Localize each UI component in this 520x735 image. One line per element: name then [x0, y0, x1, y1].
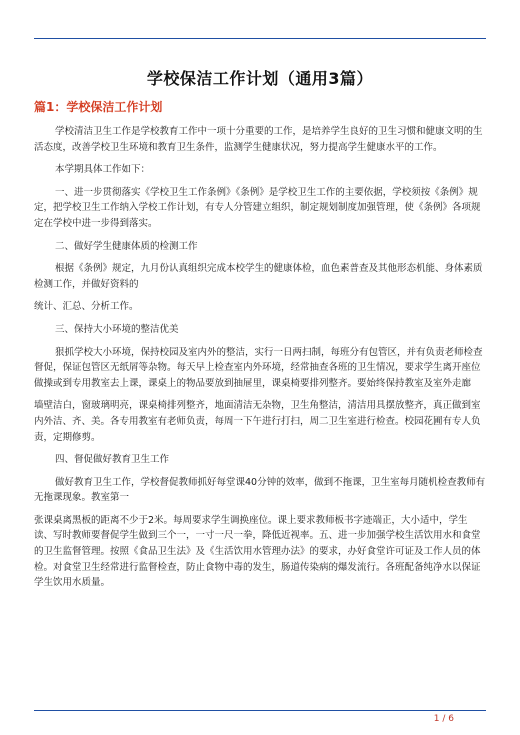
paragraph: 一、进一步贯彻落实《学校卫生工作条例》《条例》是学校卫生工作的主要依据，学校须按《条例》规定，把学校卫生工作纳入学校工作计划，有专人分管建立组织，制定规划制度加强管理，使《条例》各项规定在学校中进一步得到落实。	[34, 186, 481, 229]
paragraph: 张课桌离黑板的距离不少于2米。每周要求学生调换座位。课上要求教师板书字迹端正，大小适中，学生读、写时教师要督促学生做到三个一，一寸一尺一拳，降低近视率。五、进一步加强学校生活饮用水和食堂的卫生监督管理。按照《食品卫生法》及《生活饮用水管理办法》的要求，办好食堂许可证及工作人员的体检。对食堂卫生经常进行监督检查，防止食物中毒的发生，肠道传染病的爆发流行。各班配备纯净水以保证学生饮用水质量。	[34, 514, 481, 589]
paragraph: 四、督促做好教育卫生工作	[55, 454, 170, 466]
paragraph: 本学期具体工作如下：	[55, 164, 151, 176]
page-indicator: 1 / 6	[433, 714, 454, 724]
paragraph: 学校清洁卫生工作是学校教育工作中一项十分重要的工作，是培养学生良好的卫生习惯和健康文明的生活态度，改善学校卫生环境和教育卫生条件，监测学生健康状况，努力提高学生健康水平的工作。	[34, 126, 483, 153]
paragraph: 墙壁洁白，窗玻璃明亮，课桌椅排列整齐，地面清洁无杂物，卫生角整洁，清洁用具摆放整齐，真正做到室内外洁、齐、美。各专用教室有老师负责，每周一下午进行打扫，周二卫生室进行检查。校园花圃有专人负责，定期修剪。	[34, 400, 481, 443]
paragraph: 根据《条例》规定，九月份认真组织完成本校学生的健康体检，血色素普查及其他形态机能、身体素质检测工作，并做好资料的	[34, 263, 483, 290]
document-title: 学校保洁工作计划（通用3篇）	[146, 69, 374, 88]
paragraph: 二、做好学生健康体质的检测工作	[55, 240, 198, 252]
footer-rule	[34, 710, 486, 711]
document-body	[34, 124, 486, 598]
paragraph: 做好教育卫生工作，学校督促教师抓好每堂课40分钟的效率，做到不拖课，卫生室每月随机检查教师有无拖课现象。教室第一	[34, 476, 486, 504]
section-heading: 篇1：学校保洁工作计划	[34, 100, 163, 114]
header-rule	[34, 38, 486, 39]
paragraph: 三、保持大小环境的整洁优美	[55, 323, 179, 335]
paragraph: 统计、汇总、分析工作。	[34, 301, 139, 313]
paragraph: 狠抓学校大小环境，保持校园及室内外的整洁，实行一日两扫制，每班分有包管区，并有负责老师检查督促，保证包管区无纸屑等杂物。每天早上检查室内外环境，经常抽查各班的卫生情况，要求学生离开座位做操或到专用教室去上课，课桌上的物品要放到抽屉里，课桌椅要排列整齐。要始终保持教室及室外走廊	[34, 346, 483, 389]
